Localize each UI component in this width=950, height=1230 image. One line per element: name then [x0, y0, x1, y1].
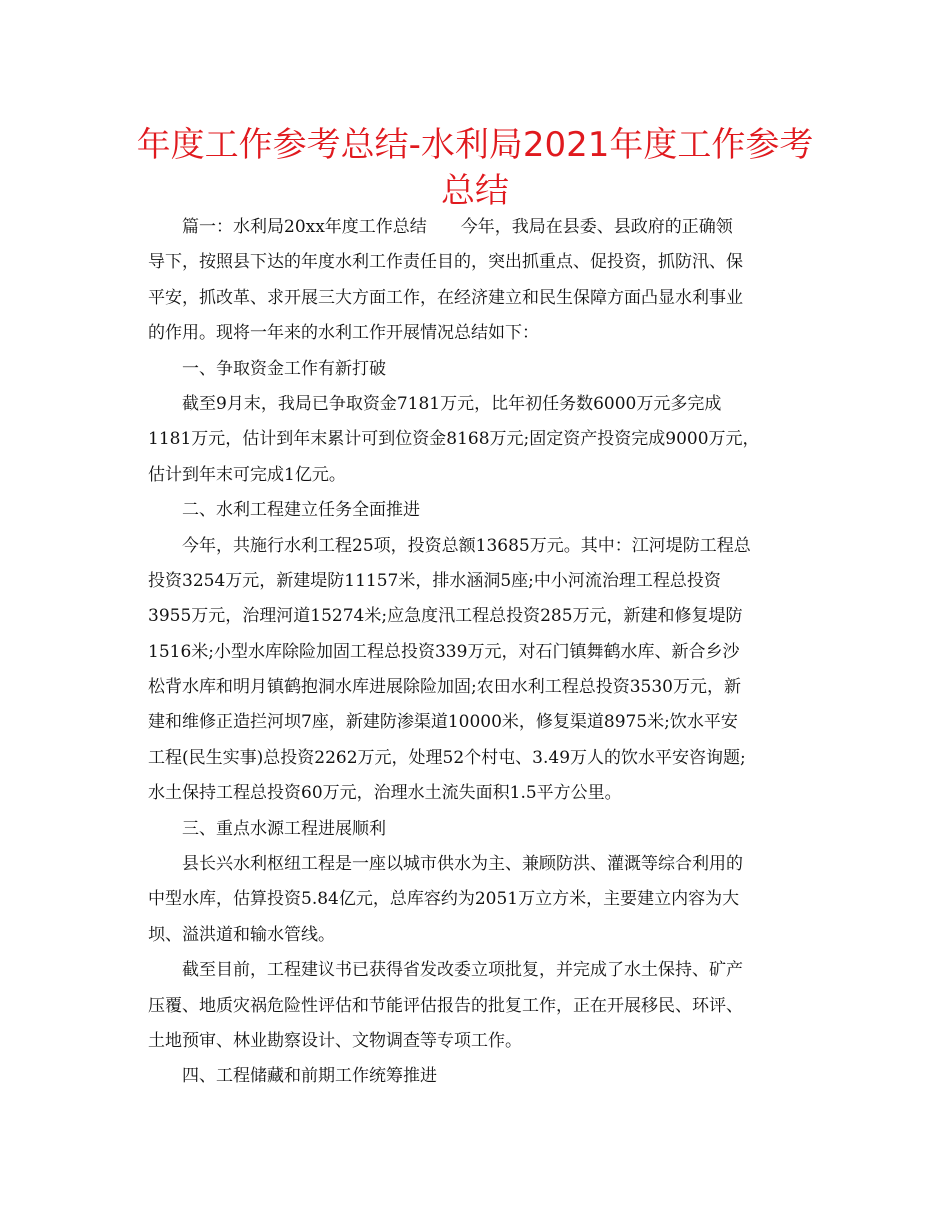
document-title-line-1: 年度工作参考总结-水利局2021年度工作参考 [136, 125, 814, 165]
body-text-line: 水土保持工程总投资60万元，治理水土流失面积1.5平方公里。 [148, 783, 622, 804]
body-text-line: 1181万元，估计到年末累计可到位资金8168万元;固定资产投资完成9000万元， [148, 429, 760, 450]
body-text-line: 工程(民生实事)总投资2262万元，处理52个村屯、3.49万人的饮水平安咨询题; [148, 747, 746, 768]
body-text-line: 坝、溢洪道和输水管线。 [148, 924, 335, 945]
document-title-line-2: 总结 [441, 171, 509, 211]
body-text-line: 土地预审、林业勘察设计、文物调查等专项工作。 [148, 1030, 522, 1051]
body-text-line: 压覆、地质灾祸危险性评估和节能评估报告的批复工作，正在开展移民、环评、 [148, 995, 743, 1016]
body-text-line: 1516米;小型水库除险加固工程总投资339万元，对石门镇舞鹤水库、新合乡沙 [148, 641, 740, 662]
body-text-line: 投资3254万元，新建堤防11157米，排水涵洞5座;中小河流治理工程总投资 [148, 570, 721, 591]
body-text-line: 中型水库，估算投资5.84亿元，总库容约为2051万立方米，主要建立内容为大 [148, 889, 740, 910]
body-text-line: 三、重点水源工程进展顺利 [182, 818, 386, 839]
document-title [100, 122, 850, 214]
body-text-line: 估计到年末可完成1亿元。 [148, 464, 346, 485]
body-text-line: 县长兴水利枢纽工程是一座以城市供水为主、兼顾防洪、灌溉等综合利用的 [182, 854, 743, 875]
body-text-line: 建和维修正造拦河坝7座，新建防渗渠道10000米，修复渠道8975米;饮水平安 [148, 712, 738, 733]
body-text-line: 松背水库和明月镇鹤抱洞水库进展除险加固;农田水利工程总投资3530万元，新 [148, 677, 741, 698]
body-text-line: 今年，共施行水利工程25项，投资总额13685万元。其中：江河堤防工程总 [182, 535, 751, 556]
body-text-line: 3955万元，治理河道15274米;应急度汛工程总投资285万元，新建和修复堤防 [148, 606, 743, 627]
body-text-line: 一、争取资金工作有新打破 [182, 358, 386, 379]
body-text-line: 平安，抓改革、求开展三大方面工作，在经济建立和民生保障方面凸显水利事业 [148, 287, 743, 308]
body-text-line: 的作用。现将一年来的水利工作开展情况总结如下： [148, 323, 539, 344]
body-text-line: 篇一：水利局20xx年度工作总结 今年，我局在县委、县政府的正确领 [182, 217, 733, 237]
body-text-line: 截至目前，工程建议书已获得省发改委立项批复，并完成了水土保持、矿产 [182, 960, 743, 981]
body-text-line: 二、水利工程建立任务全面推进 [182, 500, 420, 521]
body-text-line: 截至9月末，我局已争取资金7181万元，比年初任务数6000万元多完成 [182, 393, 722, 414]
body-text-line: 导下，按照县下达的年度水利工作责任目的，突出抓重点、促投资，抓防汛、保 [148, 252, 743, 273]
document-body [148, 212, 808, 1097]
body-text-line: 四、工程储藏和前期工作统筹推进 [182, 1066, 437, 1087]
